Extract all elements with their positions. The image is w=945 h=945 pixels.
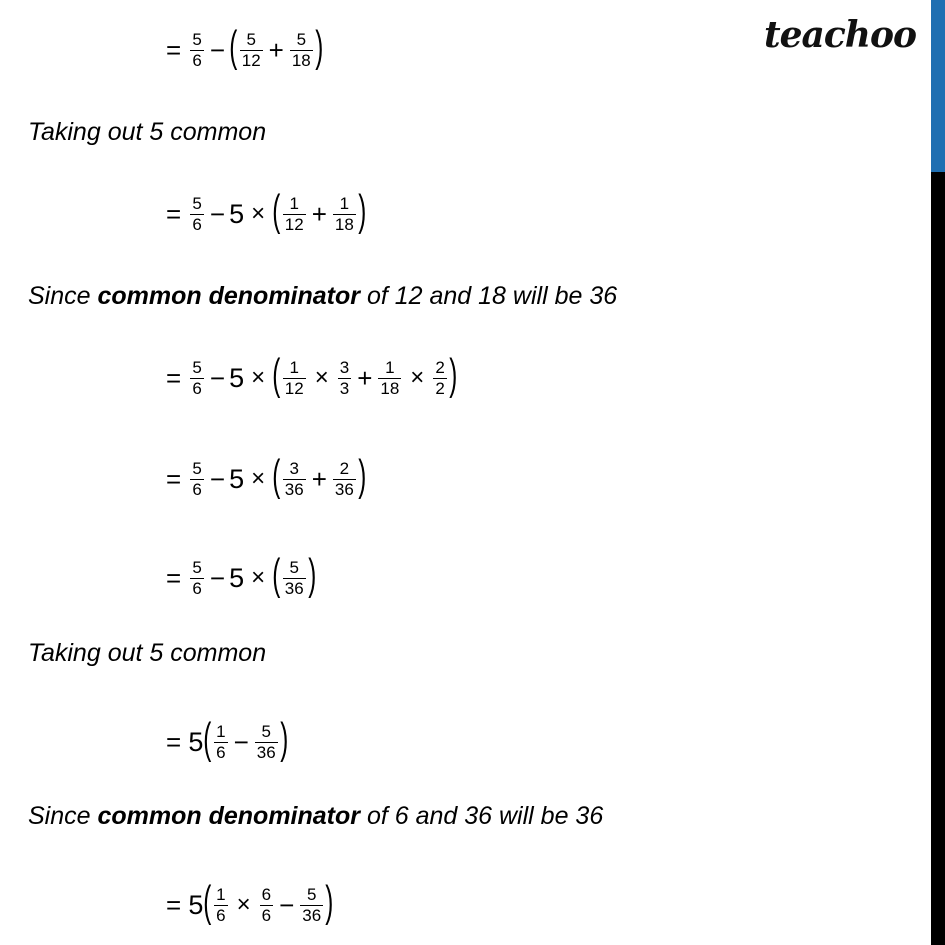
numerator: 5 — [192, 29, 202, 49]
numerator: 5 — [192, 193, 202, 213]
explanation-text — [28, 281, 617, 311]
multiply-sign: × — [251, 564, 266, 591]
explanation-text — [28, 638, 266, 668]
explanation-text — [28, 801, 603, 831]
fraction — [190, 558, 203, 599]
operator: − — [209, 198, 226, 229]
multiply-sign: × — [410, 364, 425, 391]
equation-line — [166, 348, 457, 408]
fraction — [283, 194, 306, 235]
denominator: 6 — [192, 578, 202, 598]
emphasis-text: common denominator — [97, 282, 360, 310]
denominator: 36 — [284, 578, 304, 598]
fraction — [378, 358, 401, 399]
number: 5 — [229, 362, 245, 393]
operator: − — [209, 34, 226, 65]
numerator: 3 — [339, 357, 350, 377]
fraction — [433, 358, 446, 399]
multiply-sign: × — [251, 465, 266, 492]
denominator: 2 — [435, 378, 445, 398]
denominator: 18 — [334, 214, 354, 234]
equals-sign: = — [166, 726, 189, 757]
numerator: 2 — [435, 357, 445, 377]
equals-sign: = — [166, 198, 189, 229]
multiply-sign: × — [236, 891, 251, 918]
denominator: 6 — [192, 50, 202, 70]
parenthesis: ) — [358, 451, 367, 500]
numerator: 6 — [261, 884, 272, 904]
text-segment: of 6 and 36 will be 36 — [360, 802, 604, 830]
denominator: 12 — [284, 214, 304, 234]
numerator: 5 — [261, 721, 271, 741]
fraction — [240, 30, 263, 71]
numerator: 1 — [289, 193, 299, 213]
equation-line — [166, 449, 366, 509]
number: 5 — [229, 198, 245, 229]
denominator: 36 — [256, 742, 276, 762]
numerator: 1 — [339, 193, 350, 213]
numerator: 5 — [192, 458, 202, 478]
numerator: 5 — [289, 557, 299, 577]
equation-line — [166, 712, 288, 772]
equals-sign: = — [166, 34, 189, 65]
operator: + — [357, 362, 373, 393]
fraction — [300, 885, 323, 926]
denominator: 6 — [192, 378, 202, 398]
text-segment: Taking out 5 common — [28, 118, 267, 146]
fraction — [333, 194, 356, 235]
equation-line — [166, 20, 323, 80]
equation-line — [166, 875, 334, 935]
fraction — [190, 194, 203, 235]
numerator: 5 — [306, 884, 317, 904]
fraction — [338, 358, 351, 399]
denominator: 36 — [334, 479, 354, 499]
fraction — [260, 885, 273, 926]
parenthesis: ( — [203, 877, 212, 926]
denominator: 18 — [291, 50, 311, 70]
denominator: 36 — [302, 905, 322, 925]
operator: − — [209, 562, 226, 593]
numerator: 1 — [216, 884, 226, 904]
right-edge-accent — [931, 0, 945, 172]
numerator: 1 — [385, 357, 395, 377]
fraction — [255, 722, 278, 763]
parenthesis: ) — [325, 877, 334, 926]
denominator: 12 — [284, 378, 304, 398]
parenthesis: ( — [272, 550, 281, 599]
text-segment: Since — [28, 282, 98, 310]
denominator: 36 — [284, 479, 304, 499]
parenthesis: ( — [272, 350, 281, 399]
fraction — [190, 30, 203, 71]
parenthesis: ) — [358, 186, 367, 235]
fraction — [214, 885, 227, 926]
numerator: 3 — [289, 458, 299, 478]
fraction — [190, 459, 203, 500]
number: 5 — [188, 889, 204, 920]
operator: + — [268, 34, 284, 65]
numerator: 1 — [289, 357, 299, 377]
parenthesis: ( — [272, 451, 281, 500]
fraction — [333, 459, 356, 500]
parenthesis: ) — [449, 350, 458, 399]
numerator: 1 — [216, 721, 226, 741]
numerator: 5 — [246, 29, 256, 49]
multiply-sign: × — [314, 364, 329, 391]
text-segment: Since — [28, 802, 98, 830]
parenthesis: ( — [203, 714, 212, 763]
parenthesis: ( — [272, 186, 281, 235]
equation-line — [166, 548, 316, 608]
operator: + — [311, 463, 327, 494]
numerator: 5 — [192, 357, 202, 377]
equals-sign: = — [166, 463, 189, 494]
explanation-text — [28, 117, 266, 147]
operator: − — [209, 362, 226, 393]
fraction — [283, 358, 306, 399]
emphasis-text: common denominator — [97, 802, 360, 830]
numerator: 5 — [296, 29, 307, 49]
operator: − — [279, 889, 295, 920]
number: 5 — [229, 562, 245, 593]
number: 5 — [229, 463, 245, 494]
fraction — [283, 459, 306, 500]
denominator: 6 — [261, 905, 272, 925]
denominator: 18 — [380, 378, 400, 398]
operator: − — [209, 463, 226, 494]
denominator: 6 — [192, 479, 202, 499]
numerator: 5 — [192, 557, 202, 577]
operator: + — [311, 198, 327, 229]
denominator: 6 — [192, 214, 202, 234]
equation-line — [166, 184, 366, 244]
denominator: 6 — [216, 742, 226, 762]
multiply-sign: × — [251, 364, 266, 391]
fraction — [190, 358, 203, 399]
number: 5 — [188, 726, 204, 757]
parenthesis: ) — [308, 550, 317, 599]
teachoo-logo: teachoo — [764, 14, 916, 56]
fraction — [214, 722, 227, 763]
denominator: 12 — [241, 50, 261, 70]
right-edge-bar — [931, 0, 945, 945]
multiply-sign: × — [251, 200, 266, 227]
operator: − — [233, 726, 249, 757]
parenthesis: ) — [315, 22, 324, 71]
text-segment: of 12 and 18 will be 36 — [360, 282, 618, 310]
parenthesis: ( — [229, 22, 238, 71]
equals-sign: = — [166, 889, 189, 920]
denominator: 6 — [216, 905, 226, 925]
numerator: 2 — [339, 458, 350, 478]
denominator: 3 — [339, 378, 350, 398]
fraction — [290, 30, 313, 71]
fraction — [283, 558, 306, 599]
text-segment: Taking out 5 common — [28, 639, 267, 667]
equals-sign: = — [166, 362, 189, 393]
equals-sign: = — [166, 562, 189, 593]
parenthesis: ) — [279, 714, 289, 763]
